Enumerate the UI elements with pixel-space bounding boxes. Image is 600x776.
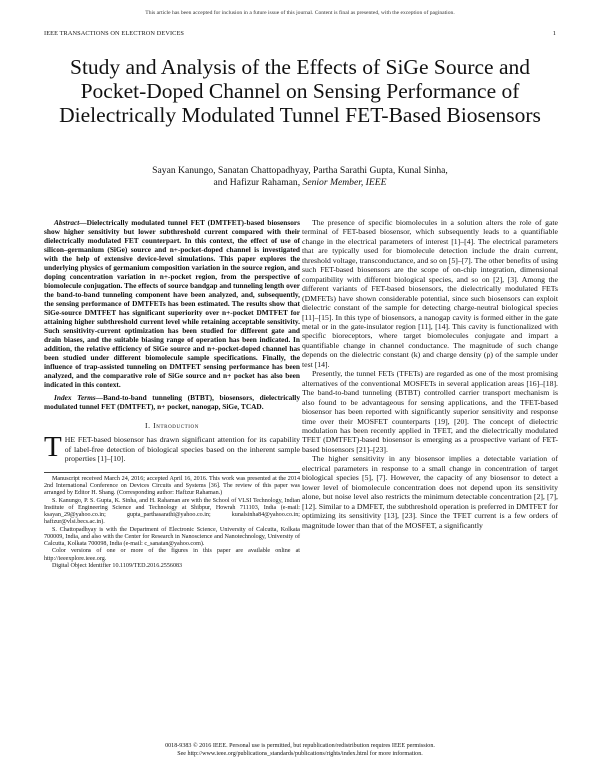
paper-title: Study and Analysis of the Effects of SiGe Source and Pocket-Doped Channel on Sensing Performance of Dielectrically Modulated Tunnel FET-Based Biosensors xyxy=(59,55,541,127)
rights-link-line: See http://www.ieee.org/publications_standards/publications/rights/index.html for more information. xyxy=(177,750,423,757)
drop-cap: T xyxy=(44,431,62,464)
author-line-2-names: and Hafizur Rahaman, xyxy=(213,177,301,188)
intro-paragraph xyxy=(44,431,300,464)
right-column xyxy=(302,218,558,530)
section-heading-introduction: I. Introduction xyxy=(145,421,199,430)
author-membership: Senior Member, IEEE xyxy=(302,177,387,188)
footnote-color: Color versions of one or more of the figures in this paper are available online at http://ieeexplore.ieee.org. xyxy=(44,548,300,562)
author-line-1: Sayan Kanungo, Sanatan Chattopadhyay, Partha Sarathi Gupta, Kunal Sinha, xyxy=(152,165,448,176)
body-paragraph-2: Presently, the tunnel FETs (TFETs) are regarded as one of the most promising alternatives of the conventional MOSFETs in several application areas [16]–[18]. The band-to-band tunneling (BTBT) controlled carrier transport mechanism is also found to be advantageous for sensing applications, and the TFET-based biosensor has been reported with significantly superior sensitivity and response time over their MOSFET counterparts [19], [20]. The concept of dielectric modulation has been recently applied in TFET, and the dielectrically modulated TFET (DMTFET)-based biosensor is emerging as a prospective variant of FET-based biosensors [21]–[23]. xyxy=(302,369,558,454)
copyright-footer xyxy=(0,743,600,758)
author-line-2 xyxy=(40,177,560,189)
running-head: IEEE TRANSACTIONS ON ELECTRON DEVICES xyxy=(44,30,185,37)
abstract-text: Dielectrically modulated tunnel FET (DMTFET)-based biosensors show higher sensitivity but lower subthreshold current compared with their dielectrically modulated FET counterpart. In this context, the effect of use of silicon–germanium (SiGe) source and n+-pocket-doped channel is investigated with the help of extensive device-level simulations. This paper explores the underlying physics of germanium composition variation in the source region, and doping concentration variation in n+-pocket region, from the perspective of biomolecule conjugation. The effects of source bandgap and tunneling length over the band-to-band tunneling component have been analyzed, and, subsequently, the sensing performance of DMTFETs has been estimated. The results show that SiGe-source DMTFET has significant superiority over n+-pocket DMTFET for attaining higher subthreshold current level while retaining acceptable sensitivity. Such sensitivity-current optimization has been studied for different gate and drain biases, and the suitable biasing range of operation has been indicated. In addition, the relative efficiency of SiGe source and n+-pocket-doped channel has been studied under different biomolecule sample specifications. Finally, the influence of trap-assisted tunneling on DMTFET sensing performance has been analyzed, and the comparative role of SiGe source and n+ pocket has also been indicated in this context. xyxy=(44,218,300,389)
index-terms xyxy=(44,393,300,411)
footnote-affiliation-2: S. Chattopadhyay is with the Department of Electronic Science, University of Calcutta, Kolkata 700009, India, and also with the Center for Research in Nanoscience and Nanotechnology, University of Calcutta, Kolkata 700098, India (e-mail: c_sanatan@yahoo.com). xyxy=(44,526,300,548)
footnote-affiliation-1: S. Kanungo, P. S. Gupta, K. Sinha, and H. Rahaman are with the School of VLSI Technology, Indian Institute of Engineering Science and Technology at Shibpur, Howrah 711103, India (e-mail: ksayan_29@yahoo.co.in; gupta_parthasarathi@yahoo.co.in; kunalsinha84@yahoo.co.in; hafizur@vlsi.becs.ac.in). xyxy=(44,497,300,526)
footnote-divider xyxy=(44,472,300,473)
left-column xyxy=(44,218,300,570)
index-terms-text: Band-to-band tunneling (BTBT), biosensors, dielectrically modulated tunnel FET (DMTFET), n+ pocket, nanogap, SiGe, TCAD. xyxy=(44,393,300,411)
copyright-line: 0018-9383 © 2016 IEEE. Personal use is permitted, but republication/redistribution requires IEEE permission. xyxy=(165,743,435,749)
footnote-doi: Digital Object Identifier 10.1109/TED.2016.2556083 xyxy=(52,562,183,569)
body-paragraph-3: The higher sensitivity in any biosensor implies a detectable variation of electrical parameters in response to a small change in concentration of target biological species [5], [7]. However, the capacity of any biosensor to detect a lower level of biomolecule concentration does not depend upon its sensitivity alone, but noise level also restricts the minimum detectable concentration [2], [7], [12]. Similar to a DMFET, the subthreshold operation is preferred in DMTFET for optimizing its sensitivity [13], [23]. Since the TFET current is a few orders of magnitude lower than that of the MOSFET, a significantly xyxy=(302,454,558,530)
body-paragraph-1: The presence of specific biomolecules in a solution alters the role of gate terminal of FET-based biosensor, which subsequently leads to a quantifiable change in the electrical parameters of interest [1]–[4]. The electrical parameters that are typically used for biomolecule detection include the drain current, threshold voltage, transconductance, and so on [5]–[7]. The other benefits of using such FET-based biosensors are the scope of on-chip integration, dimensional compatibility with different biological species, and so on [2], [3]. Among the different variants of FET-based biosensors, the dielectrically modulated FETs (DMFETs) have shown considerable potential, since such biosensors can exploit dielectric constant of the sample for detecting charge-neutral biological species [11]–[15]. In this type of biosensors, a nanogap cavity is formed either in the gate metal or in the gate-insulator region [11], [14]. This cavity is functionalized with specific bioreceptors, where target biomolecules conjugate and impart a quantifiable change in channel conductance. The magnitude of such change depends on the dielectric constant (k) and charge density (ρ) of the sample under test [14]. xyxy=(302,218,558,369)
footnote-manuscript: Manuscript received March 24, 2016; accepted April 16, 2016. This work was presented at the 2014 2nd International Conference on Devices Circuits and Systems [36]. The review of this paper was arranged by Editor H. Shang. (Corresponding author: Hafizur Rahaman.) xyxy=(44,475,300,497)
author-block xyxy=(40,165,560,189)
abstract xyxy=(44,218,300,389)
index-terms-label: Index Terms— xyxy=(54,393,103,402)
publication-notice: This article has been accepted for inclusion in a future issue of this journal. Content is final as presented, with the exception of pagination. xyxy=(145,10,455,16)
page-number: 1 xyxy=(552,30,556,37)
intro-text: HE FET-based biosensor has drawn significant attention for its capability of label-free detection of biological species based on the inherent sample properties [1]–[10]. xyxy=(64,435,300,464)
abstract-label: Abstract— xyxy=(54,218,87,227)
